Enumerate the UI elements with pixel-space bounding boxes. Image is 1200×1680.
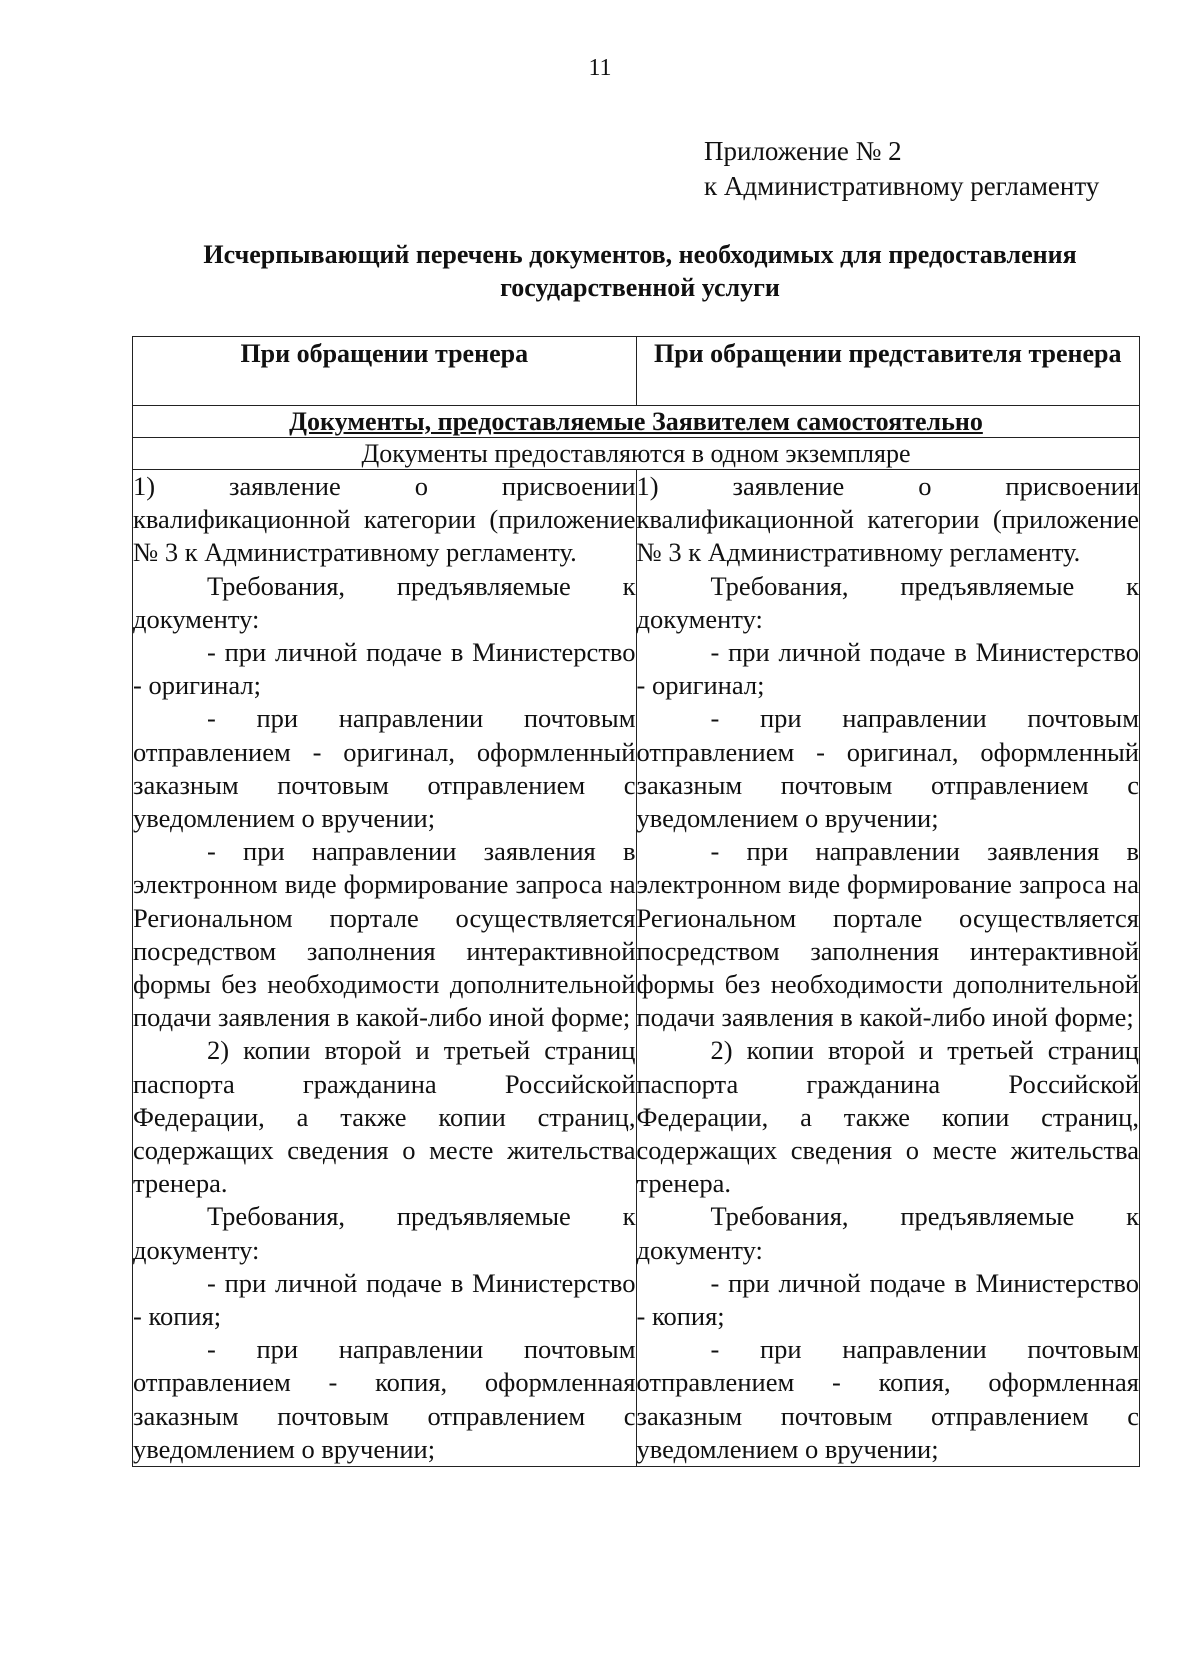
representative-requirements-cell [636, 470, 1140, 1467]
trainer-requirements-cell [133, 470, 637, 1467]
requirement-electronic: - при направлении заявления в электронном виде формирование запроса на Региональном портале осуществляется посредством заполнения интерактивной формы без необходимости дополнительной подачи заявления в какой-либо иной форме; [133, 836, 636, 1033]
section-heading [133, 406, 1140, 438]
requirements-heading-1: Требования, предъявляемые к документу: [636, 570, 1139, 634]
appendix-line-1: Приложение № 2 [704, 136, 902, 166]
section-heading-text: Документы, предоставляемые Заявителем самостоятельно [289, 407, 983, 436]
requirement-mail-original: - при направлении почтовым отправлением - оригинал, оформленный заказным почтовым отправлением с уведомлением о вручении; [636, 703, 1139, 834]
requirement-in-person-copy: - при личной подаче в Министерство - копия; [133, 1267, 636, 1332]
item-1-application: 1) заявление о присвоении квалификационной категории (приложение № 3 к Административному регламенту. [636, 471, 1139, 568]
requirement-in-person-original: - при личной подаче в Министерство - оригинал; [133, 637, 636, 701]
requirement-mail-copy: - при направлении почтовым отправлением - копия, оформленная заказным почтовым отправлением с уведомлением о вручении; [133, 1334, 636, 1464]
documents-table [132, 336, 1140, 1467]
requirements-row [133, 470, 1140, 1467]
header-trainer: При обращении тренера [133, 337, 637, 406]
item-2-passport-copies: 2) копии второй и третьей страниц паспорта гражданина Российской Федерации, а также копии страниц, содержащих сведения о месте жительства тренера. [636, 1035, 1139, 1199]
section-row [133, 406, 1140, 438]
item-1-application: 1) заявление о присвоении квалификационной категории (приложение № 3 к Административному регламенту. [133, 471, 636, 568]
document-title: Исчерпывающий перечень документов, необходимых для предоставления государственной услуги [203, 240, 1077, 302]
requirements-heading-2: Требования, предъявляемые к документу: [133, 1201, 636, 1265]
requirement-mail-original: - при направлении почтовым отправлением - оригинал, оформленный заказным почтовым отправлением с уведомлением о вручении; [133, 703, 636, 834]
subsection-row [133, 438, 1140, 470]
item-2-passport-copies: 2) копии второй и третьей страниц паспорта гражданина Российской Федерации, а также копии страниц, содержащих сведения о месте жительства тренера. [133, 1035, 636, 1199]
header-representative: При обращении представителя тренера [636, 337, 1140, 406]
requirement-mail-copy: - при направлении почтовым отправлением - копия, оформленная заказным почтовым отправлением с уведомлением о вручении; [636, 1334, 1139, 1464]
appendix-reference [704, 134, 1099, 204]
appendix-line-2: к Административному регламенту [704, 171, 1100, 201]
page-number: 11 [588, 55, 612, 81]
requirement-electronic: - при направлении заявления в электронном виде формирование запроса на Региональном портале осуществляется посредством заполнения интерактивной формы без необходимости дополнительной подачи заявления в какой-либо иной форме; [636, 836, 1139, 1033]
requirement-in-person-original: - при личной подаче в Министерство - оригинал; [636, 637, 1139, 701]
table-header-row [133, 337, 1140, 406]
requirements-heading-2: Требования, предъявляемые к документу: [636, 1201, 1139, 1265]
subsection-note: Документы предоставляются в одном экземпляре [133, 438, 1140, 470]
requirement-in-person-copy: - при личной подаче в Министерство - копия; [636, 1267, 1139, 1332]
requirements-heading-1: Требования, предъявляемые к документу: [133, 570, 636, 634]
